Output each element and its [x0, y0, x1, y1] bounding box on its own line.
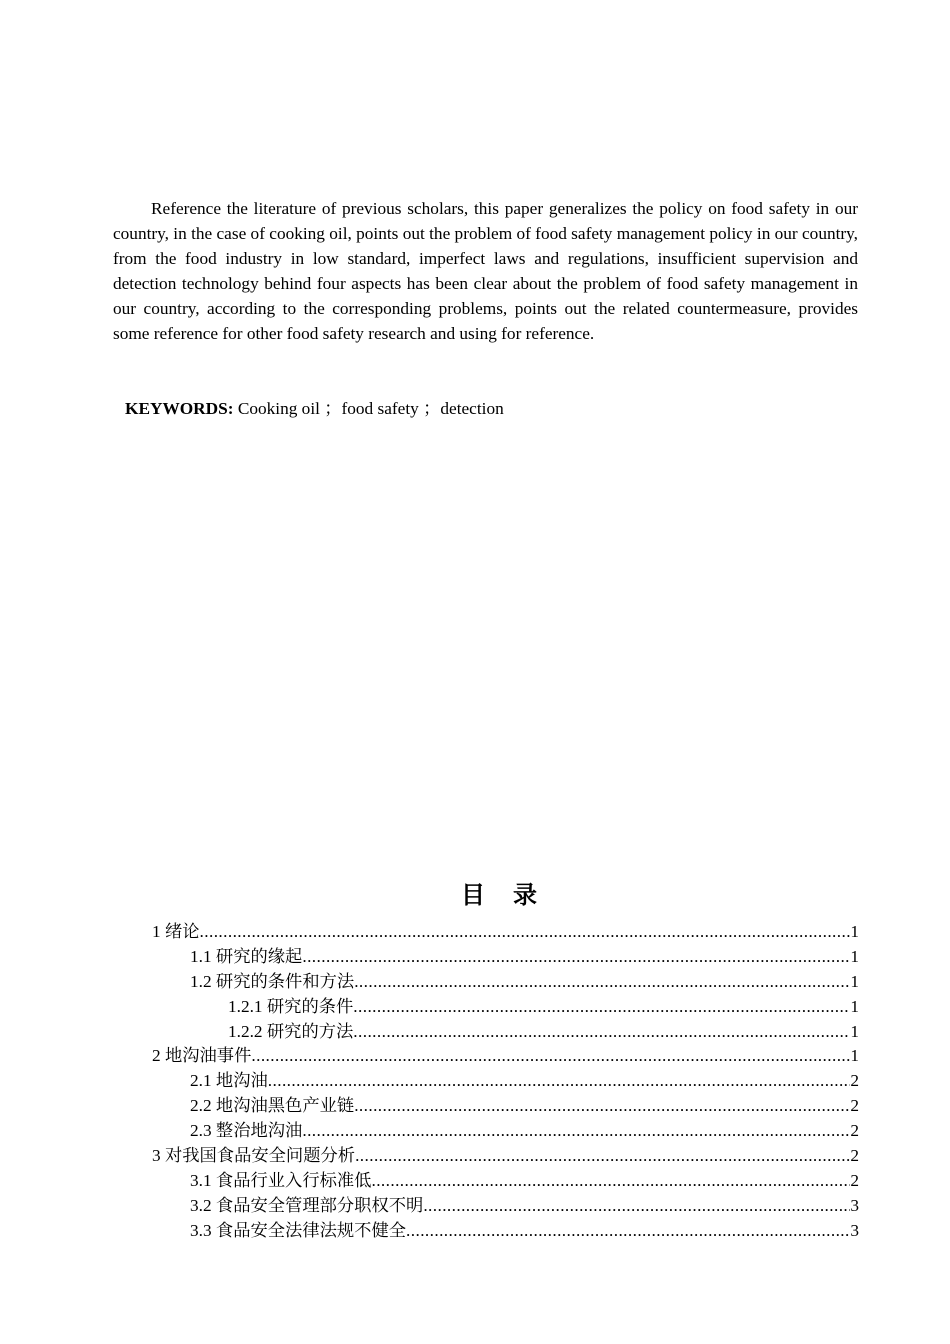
toc-leader-dots [353, 995, 850, 1020]
toc-entry-title: 3.2 食品安全管理部分职权不明 [190, 1195, 424, 1215]
toc-entry[interactable] [152, 1094, 859, 1119]
toc-entry[interactable] [152, 1020, 859, 1045]
toc-entry-title: 1.2.2 研究的方法 [228, 1021, 354, 1041]
toc-entry-title: 1.2 研究的条件和方法 [190, 971, 355, 991]
toc-leader-dots [353, 1020, 850, 1045]
toc-entry[interactable] [152, 920, 859, 945]
toc-entry-page: 1 [850, 1046, 859, 1066]
toc-entry-page: 2 [850, 1071, 859, 1091]
toc-entry-title: 2.3 整治地沟油 [190, 1121, 303, 1141]
toc-entry[interactable] [152, 1219, 859, 1244]
toc-entry-title: 2.2 地沟油黑色产业链 [190, 1096, 355, 1116]
toc-entry-page: 2 [850, 1121, 859, 1141]
toc-entry-page: 3 [850, 1195, 859, 1215]
toc-entry[interactable] [152, 1044, 859, 1069]
abstract-paragraph: Reference the literature of previous scholars, this paper generalizes the policy on food safety in our country, in the case of cooking oil, points out the problem of food safety management policy in our country, from the food industry in low standard, imperfect laws and regulations, insufficient supervision and detection technology behind four aspects has been clear about the problem of food safety management in our country, according to the corresponding problems, points out the related countermeasure, provides some reference for other food safety research and using for reference. [113, 199, 858, 343]
table-of-contents [152, 920, 859, 1244]
toc-leader-dots [406, 1219, 850, 1244]
toc-entry[interactable] [152, 945, 859, 970]
toc-leader-dots [302, 945, 850, 970]
toc-entry-title: 2 地沟油事件 [152, 1046, 252, 1066]
toc-leader-dots [251, 1044, 850, 1069]
toc-entry[interactable] [152, 1069, 859, 1094]
toc-entry-title: 3.3 食品安全法律法规不健全 [190, 1220, 407, 1240]
toc-leader-dots [302, 1119, 850, 1144]
toc-leader-dots [200, 920, 851, 945]
toc-leader-dots [355, 1144, 850, 1169]
toc-entry[interactable] [152, 1119, 859, 1144]
keywords-label: KEYWORDS: [125, 399, 234, 418]
toc-entry-title: 1 绪论 [152, 922, 200, 941]
toc-leader-dots [354, 970, 850, 995]
toc-entry[interactable] [152, 1144, 859, 1169]
toc-entry-title: 3 对我国食品安全问题分析 [152, 1146, 356, 1166]
toc-entry[interactable] [152, 970, 859, 995]
toc-leader-dots [371, 1169, 850, 1194]
toc-entry-page: 1 [850, 971, 859, 991]
toc-entry-page: 3 [850, 1220, 859, 1240]
toc-entry-page: 1 [850, 1021, 859, 1041]
toc-entry[interactable] [152, 1169, 859, 1194]
toc-entry-title: 1.1 研究的缘起 [190, 946, 303, 966]
toc-entry-page: 1 [850, 946, 859, 966]
toc-leader-dots [423, 1194, 850, 1219]
toc-entry-page: 2 [850, 1170, 859, 1190]
keywords-line [125, 397, 504, 421]
keywords-value: Cooking oil ；food safety ；detection [237, 399, 504, 418]
toc-entry-page: 2 [850, 1096, 859, 1116]
toc-title: 目录 [461, 881, 565, 909]
toc-entry-title: 1.2.1 研究的条件 [228, 996, 354, 1016]
toc-entry-page: 1 [850, 922, 859, 941]
toc-leader-dots [268, 1069, 851, 1094]
toc-entry-page: 2 [850, 1146, 859, 1166]
toc-entry-title: 2.1 地沟油 [190, 1071, 268, 1091]
toc-entry[interactable] [152, 995, 859, 1020]
toc-leader-dots [354, 1094, 850, 1119]
toc-entry[interactable] [152, 1194, 859, 1219]
toc-entry-page: 1 [850, 996, 859, 1016]
toc-entry-title: 3.1 食品行业入行标准低 [190, 1170, 372, 1190]
